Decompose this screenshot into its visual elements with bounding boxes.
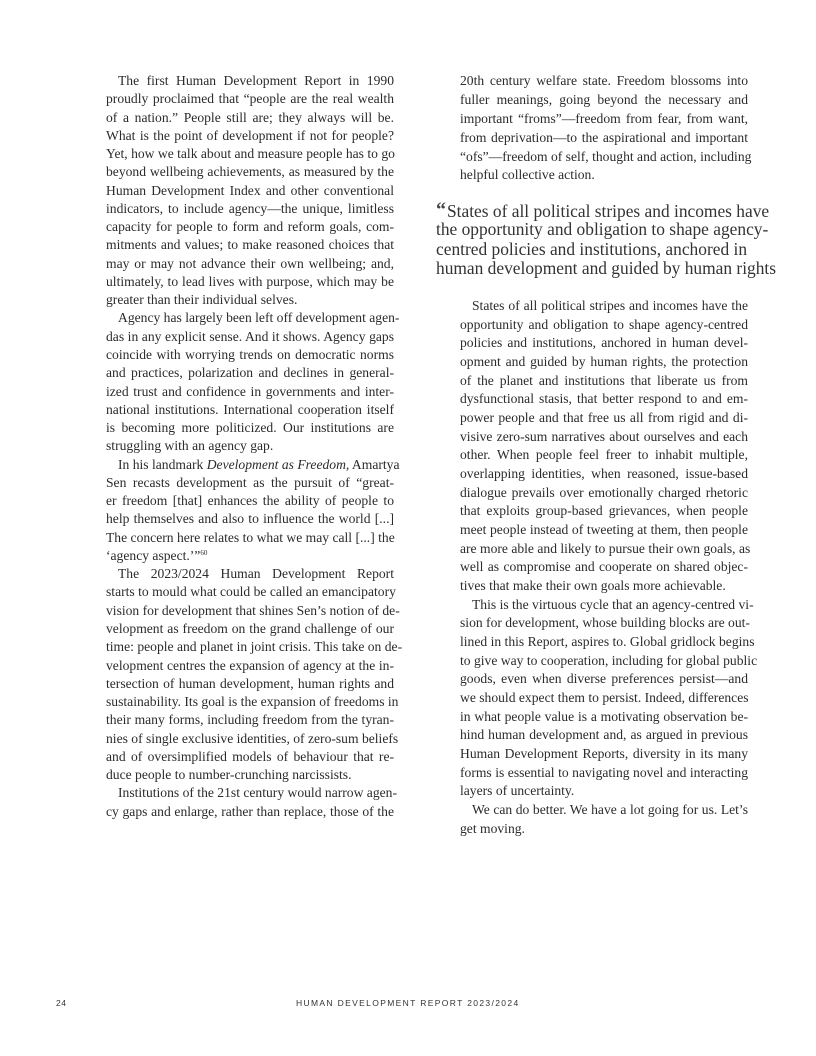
text-line	[460, 353, 748, 372]
text-line	[460, 372, 748, 391]
line-text: their many forms, including freedom from the tyran-	[106, 712, 394, 728]
line-text: cy gaps and enlarge, rather than replace, those of the	[106, 803, 394, 819]
text-line	[106, 675, 394, 693]
text-line	[106, 657, 394, 675]
line-text: “ofs”—freedom of self, thought and action, including	[460, 148, 752, 164]
line-text: lined in this Report, aspires to. Global gridlock begins	[460, 634, 755, 650]
text-line	[460, 596, 754, 615]
quote-text: centred policies and institutions, anchored in	[436, 238, 748, 259]
text-line	[460, 72, 748, 91]
text-line	[106, 346, 394, 364]
line-text: velopment centres the expansion of agency at the in-	[106, 657, 394, 673]
paragraph	[106, 72, 394, 309]
text-line	[106, 784, 397, 802]
line-text: capacity for people to form and reform goals, com-	[106, 219, 394, 235]
text-line	[106, 273, 394, 291]
line-text: States of all political stripes and incomes have the	[472, 298, 748, 313]
text-line	[106, 309, 400, 327]
text-line	[460, 558, 748, 577]
text-line	[460, 614, 748, 633]
text-line	[106, 218, 394, 236]
text-line	[106, 803, 394, 821]
line-text: sustainability. Its goal is the expansion of freedoms in	[106, 694, 399, 710]
line-text: fuller meanings, going beyond the necessary and	[460, 91, 748, 107]
text-line	[106, 236, 394, 254]
line-text: important “froms”—freedom from fear, from want,	[460, 110, 748, 126]
line-text: This is the virtuous cycle that an agency-centred vi-	[472, 596, 754, 612]
line-text: We can do better. We have a lot going for us. Let’s	[472, 802, 748, 818]
text-line	[106, 401, 394, 419]
line-text: overlapping identities, when reasoned, issue-based	[460, 466, 748, 482]
line-text: opportunity and obligation to shape agency-centred	[460, 316, 748, 332]
line-text: greater than their individual selves.	[106, 292, 298, 308]
text-line	[106, 474, 394, 492]
line-text: indicators, to include agency—the unique, limitless	[106, 200, 394, 216]
line-text: helpful collective action.	[460, 167, 595, 183]
text-line	[460, 782, 748, 801]
line-text: of a nation.” People still are; they always will be.	[106, 109, 394, 125]
text-line	[460, 540, 751, 559]
text-line	[460, 764, 748, 783]
line-text: help themselves and also to influence the world [...]	[106, 511, 394, 527]
line-text: may or may not advance their own wellbeing; and,	[106, 255, 394, 271]
text-line	[460, 502, 748, 521]
text-line	[460, 316, 748, 335]
line-text: layers of uncertainty.	[460, 783, 575, 799]
text-line	[460, 633, 755, 652]
quote-text: human development and guided by human rights	[436, 258, 777, 279]
line-text: dialogue prevails over emotionally charged rhetoric	[460, 484, 748, 500]
book-title: Development as Freedom,	[206, 456, 350, 472]
page-number: 24	[56, 998, 67, 1008]
text-line	[106, 383, 394, 401]
text-line	[460, 166, 748, 185]
text-line	[106, 711, 394, 729]
line-text: and of oversimplified models of behaviour that re-	[106, 748, 394, 764]
line-text: ized trust and confidence in governments and inter-	[106, 383, 394, 399]
line-text: opment and guided by human rights, the protection	[460, 354, 748, 370]
text-line	[106, 620, 394, 638]
line-text: velopment as freedom on the grand challenge of our	[106, 620, 394, 636]
text-line	[106, 145, 394, 163]
text-line	[106, 565, 394, 583]
text-line	[106, 163, 394, 181]
open-quote-mark: “	[436, 199, 446, 221]
line-text: Institutions of the 21st century would narrow agen-	[118, 785, 397, 801]
line-text: visive zero-sum narratives about ourselves and each	[460, 428, 748, 444]
line-text: is becoming more politicized. Our institutions are	[106, 420, 394, 436]
text-line	[106, 127, 394, 145]
text-line	[106, 328, 394, 346]
left-column	[106, 72, 403, 821]
text-line	[106, 547, 394, 565]
text-line	[106, 748, 394, 766]
text-line	[106, 255, 394, 273]
text-line	[460, 91, 748, 110]
text-line	[460, 670, 748, 689]
text-line	[106, 364, 394, 382]
text-line	[460, 726, 748, 745]
text-line	[460, 745, 748, 764]
line-text: well as compromise and cooperate on shared objec-	[460, 559, 748, 575]
text-line	[106, 437, 394, 455]
line-text: hind human development and, as argued in previous	[460, 727, 748, 743]
line-text: other. When people feel freer to inhabit multiple,	[460, 447, 748, 463]
text-line	[460, 390, 748, 409]
line-text: are more able and likely to pursue their own goals, as	[460, 540, 751, 556]
text-line	[460, 820, 748, 839]
text-line	[106, 200, 394, 218]
line-text: das in any explicit sense. And it shows. Agency gaps	[106, 328, 394, 344]
quote-line	[436, 240, 750, 259]
text-line	[106, 510, 394, 528]
text-line	[106, 638, 403, 656]
paragraph	[106, 309, 400, 455]
text-line	[106, 72, 394, 90]
line-text: Human Development Index and other conventional	[106, 182, 394, 198]
line-text: duce people to number-crunching narcissists.	[106, 767, 352, 783]
text-line	[106, 583, 394, 601]
paragraph	[460, 596, 758, 801]
line-text: of the planet and institutions that liberate us from	[460, 372, 748, 388]
text-line	[460, 446, 748, 465]
line-text: starts to mould what could be called an emancipatory	[106, 584, 396, 600]
line-text: The concern here relates to what we may call [...] the	[106, 529, 395, 545]
right-column-body	[460, 297, 758, 838]
paragraph	[106, 784, 397, 821]
line-text: that exploits group-based grievances, when people	[460, 503, 748, 519]
line-text: vision for development that shines Sen’s notion of de-	[106, 602, 400, 618]
text-line	[106, 529, 394, 547]
line-text: power people and that free us all from rigid and di-	[460, 410, 748, 426]
text-line	[460, 465, 748, 484]
text-line	[460, 334, 748, 353]
line-text: The first Human Development Report in 1990	[118, 73, 394, 88]
text-line	[106, 693, 399, 711]
line-text: sion for development, whose building blocks are out-	[460, 615, 750, 631]
quote-text: States of all political stripes and incomes have	[447, 201, 770, 221]
paragraph	[106, 565, 403, 784]
paragraph	[106, 456, 400, 566]
line-text: mitments and values; to make reasoned choices that	[106, 237, 394, 253]
text-line	[460, 484, 748, 503]
paragraph	[460, 72, 752, 185]
line-text: proudly proclaimed that “people are the real wealth	[106, 91, 394, 107]
line-text: time: people and planet in joint crisis. This take on de-	[106, 639, 403, 655]
text-line	[106, 182, 394, 200]
text-line	[460, 577, 748, 596]
text-line	[460, 297, 748, 316]
quote-line	[436, 258, 777, 279]
quote-text: the opportunity and obligation to shape agency-	[436, 219, 769, 240]
line-text: national institutions. International cooperation itself	[106, 401, 394, 417]
line-text: er freedom [that] enhances the ability of people to	[106, 493, 394, 509]
line-text: tersection of human development, human rights and	[106, 675, 394, 691]
pull-quote	[436, 199, 777, 279]
text-line	[106, 492, 394, 510]
line-text: struggling with an agency gap.	[106, 438, 274, 454]
right-column-continuation	[460, 72, 752, 185]
text-line	[460, 129, 748, 148]
text-line	[460, 521, 748, 540]
line-text: from deprivation—to the aspirational and important	[460, 129, 748, 145]
line-text: 20th century welfare state. Freedom blossoms into	[460, 73, 748, 88]
line-text: Agency has largely been left off development agen-	[118, 310, 400, 326]
line-text: ‘agency aspect.’”	[106, 547, 201, 563]
line-text: Sen recasts development as the pursuit of “great-	[106, 474, 394, 490]
running-title: HUMAN DEVELOPMENT REPORT 2023/2024	[296, 998, 520, 1008]
line-text: Human Development Reports, diversity in its many	[460, 746, 748, 762]
line-text: tives that make their own goals more achievable.	[460, 578, 726, 594]
text-line	[460, 652, 758, 671]
paragraph	[460, 297, 751, 596]
line-text: The 2023/2024 Human Development Report	[118, 566, 394, 582]
text-line	[460, 428, 748, 447]
text-line	[460, 708, 748, 727]
text-line	[106, 419, 394, 437]
text-line	[460, 689, 748, 708]
line-text: policies and institutions, anchored in human devel-	[460, 335, 748, 351]
line-text: in what people value is a motivating observation be-	[460, 708, 748, 724]
line-text: coincide with worrying trends on democratic norms	[106, 346, 394, 362]
text-line	[106, 730, 399, 748]
quote-line	[436, 199, 770, 221]
quote-line	[436, 219, 769, 240]
text-line	[106, 602, 400, 620]
line-text: dysfunctional stasis, that better respond to and em-	[460, 391, 748, 407]
line-text: and practices, polarization and declines in general-	[106, 365, 394, 381]
footnote-ref: 60	[200, 548, 208, 557]
line-text: to give way to cooperation, including for global public	[460, 652, 758, 668]
line-text: forms is essential to navigating novel and interacting	[460, 764, 748, 780]
text-line	[106, 291, 394, 309]
line-text: goods, even when diverse preferences persist—and	[460, 671, 748, 687]
text-line	[460, 148, 752, 167]
line-text: ultimately, to lead lives with purpose, which may be	[106, 273, 394, 289]
text-line	[460, 110, 748, 129]
line-text: Yet, how we talk about and measure people has to go	[106, 146, 395, 162]
text-line	[460, 409, 748, 428]
text-line	[460, 801, 748, 820]
text-line: In his landmark Development as Freedom, Amartya	[118, 456, 400, 472]
text-line	[106, 109, 394, 127]
line-text: get moving.	[460, 820, 525, 836]
line-text: What is the point of development if not for people?	[106, 127, 394, 143]
text-line	[106, 90, 394, 108]
line-text: meet people instead of tweeting at them, then people	[460, 522, 748, 538]
text-line	[106, 766, 394, 784]
line-text: nies of single exclusive identities, of zero-sum beliefs	[106, 730, 399, 746]
paragraph	[460, 801, 748, 838]
line-text: we should expect them to persist. Indeed, differences	[460, 690, 749, 706]
line-text: beyond wellbeing achievements, as measured by the	[106, 164, 394, 180]
